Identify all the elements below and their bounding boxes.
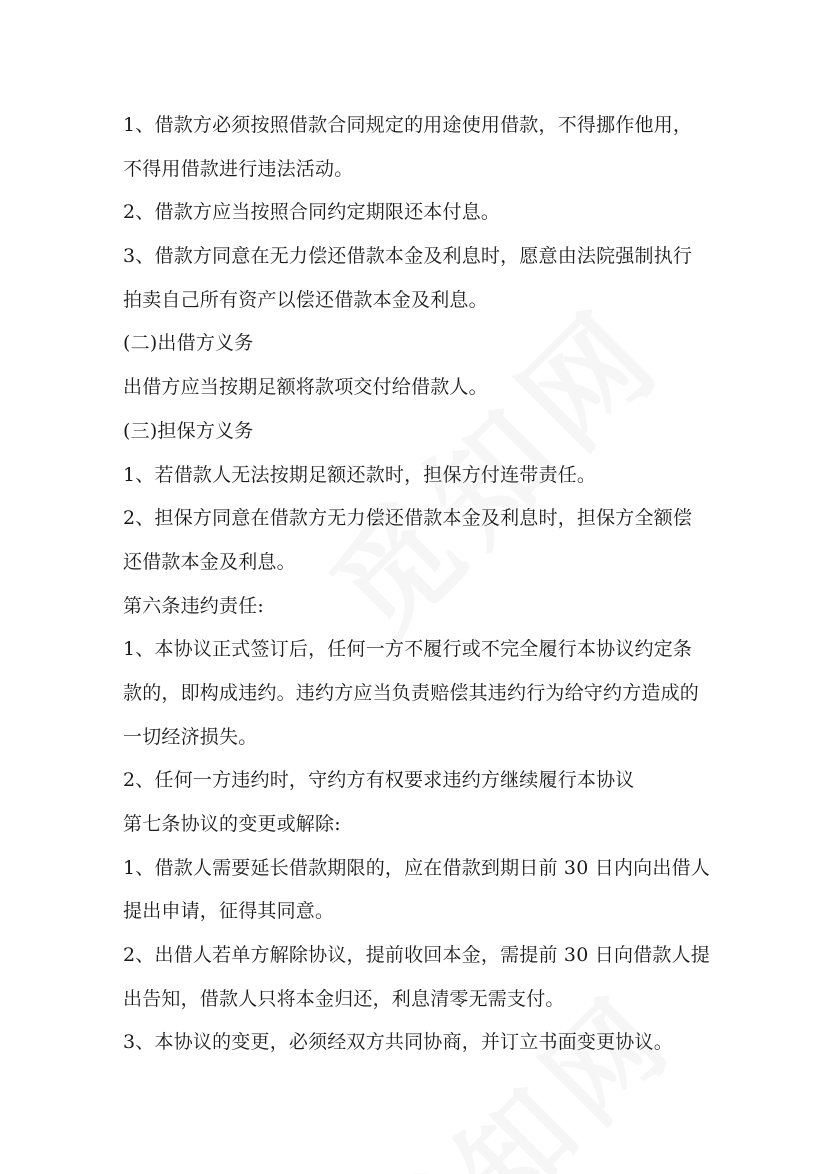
article-heading: 第六条违约责任: [123,594,265,617]
text-line: 不得用借款进行违法活动。 [123,157,354,180]
section-heading: (三)担保方义务 [123,419,254,442]
text-line: 款的，即构成违约。违约方应当负责赔偿其违约行为给守约方造成的 [123,681,700,704]
article-heading: 第七条协议的变更或解除: [123,813,341,835]
text-line: 出借方应当按期足额将款项交付给借款人。 [123,376,488,399]
text-line: 2、借款方应当按照合同约定期限还本付息。 [123,201,501,224]
text-line: 1、本协议正式签订后，任何一方不履行或不完全履行本协议约定条 [123,638,693,661]
text-line: 1、借款人需要延长借款期限的，应在借款到期日前 30 日内向出借人 [123,856,710,879]
text-line: 3、借款方同意在无力偿还借款本金及利息时，愿意由法院强制执行 [123,245,693,268]
text-line: 提出申请，征得其同意。 [123,900,335,923]
text-line: 2、出借人若单方解除协议，提前收回本金，需提前 30 日向借款人提 [123,944,710,967]
text-line: 1、借款方必须按照借款合同规定的用途使用借款，不得挪作他用， [123,114,693,136]
text-line: 还借款本金及利息。 [123,550,296,573]
text-line: 2、任何一方违约时，守约方有权要求违约方继续履行本协议 [123,769,635,792]
text-line: 1、若借款人无法按期足额还款时，担保方付连带责任。 [123,463,597,486]
document-body [123,104,715,1065]
text-line: 一切经济损失。 [123,725,258,748]
text-line: 2、担保方同意在借款方无力偿还借款本金及利息时，担保方全额偿 [123,507,693,530]
text-line: 拍卖自己所有资产以偿还借款本金及利息。 [123,288,488,311]
section-heading: (二)出借方义务 [123,332,254,355]
text-line: 出告知，借款人只将本金归还，利息清零无需支付。 [123,987,565,1010]
text-line: 3、本协议的变更，必须经双方共同协商，并订立书面变更协议。 [123,1031,673,1054]
